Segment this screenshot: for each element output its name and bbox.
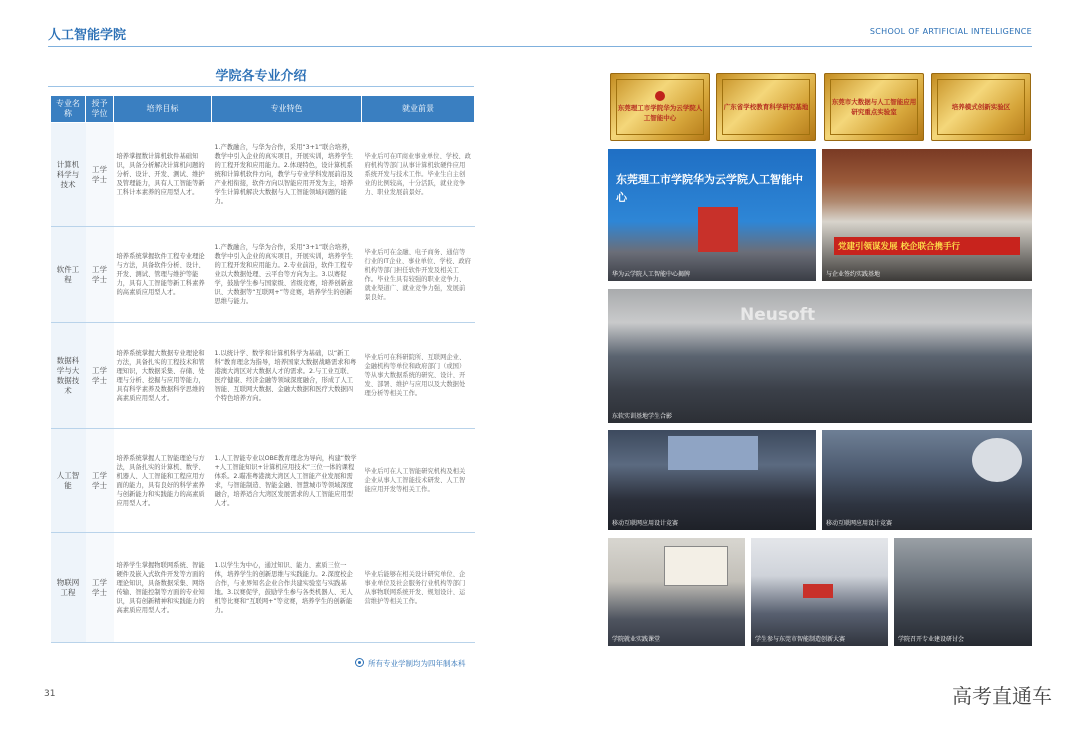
major-goal: 培养系统掌握人工智能理论与方法，具备扎实的计算机、数学、机器人、人工智能和工程应用方面的能力，具有良好的科学素养与创新能力和实践能力的高素质应用型人才。: [114, 429, 212, 533]
award-plaque: [824, 73, 924, 141]
award-plaque: [931, 73, 1031, 141]
huawei-logo-icon: [655, 91, 665, 101]
plaque-text: 东莞市大数据与人工智能应用研究重点实验室: [831, 98, 917, 116]
major-degree: 工学学士: [86, 429, 114, 533]
major-degree: 工学学士: [86, 123, 114, 227]
banner-text: 党建引领谋发展 校企联合携手行: [838, 242, 960, 252]
watermark: 高考直通车: [952, 684, 1052, 708]
plaque-text: 东莞理工市学院华为云学院人工智能中心: [617, 104, 703, 122]
emblem: [972, 438, 1022, 482]
section-title: 学院各专业介绍: [215, 69, 307, 84]
major-career: 毕业后可在科研院所、互联网企业、金融机构等单位和政府部门（或国）等从事大数据系统的研究、设计、开发、部署、维护与应用以及大数据处理分析等相关工作。: [362, 323, 475, 429]
photo-group-banner: [822, 149, 1032, 281]
major-name: 数据科学与大数据技术: [51, 323, 86, 429]
photo-competition-1: [608, 430, 816, 530]
header-divider: [48, 46, 1032, 47]
red-certificate: [803, 584, 833, 598]
photo-large-group: [608, 289, 1032, 423]
major-feature: 1.人工智能专业以OBE教育理念为导向，构建“数学+人工智能知识+计算机应用技术”三位一体的课程体系。2.瞄准粤港澳大湾区人工智能产业发展和需求，与智能制造、智能金融、智慧城市等领域深度融合，培养适合大湾区发展需求的人工智能应用型人才。: [212, 429, 362, 533]
header-career: 就业前景: [362, 96, 475, 123]
major-degree: 工学学士: [86, 533, 114, 643]
target-icon: [355, 658, 364, 667]
header-goal: 培养目标: [114, 96, 212, 123]
major-career: 毕业后可在IT商业事业单位、学校、政府机构等部门从事计算机软硬件应用系统开发与技术工作。毕业生自主创业的比例较高，十分活跃，就业竞争力、职业发展前景好。: [362, 123, 475, 227]
photo-caption: 学院就业实践课堂: [612, 636, 661, 643]
major-career: 毕业后可在金融、电子商务、通信等行业的IT企业、事业单位、学校、政府机构等部门担任软件开发及相关工作。毕业生具有较强的职业竞争力、就业渠道广、就业竞争力强，发展前景良好。: [362, 227, 475, 323]
major-name: 计算机科学与技术: [51, 123, 86, 227]
section-divider: [48, 86, 474, 87]
major-feature: 1.以统计学、数学和计算机科学为基础，以“新工科”教育理念为指导，培养国家大数据战略需求和粤港澳大湾区对大数据人才的需求。2.与工业互联、医疗健康、经济金融等领域深度融合，形成了人工智能、互联网大数据、金融大数据和医疗大数据四个特色培养方向。: [212, 323, 362, 429]
table-note-text: 所有专业学制均为四年制本科: [368, 659, 466, 668]
header-title-cn: 人工智能学院: [48, 28, 127, 43]
major-name: 人工智能: [51, 429, 86, 533]
plaque-text: 培养模式创新实验区: [951, 103, 1011, 111]
major-goal: 培养学生掌握物联网系统、智能硬件及嵌入式软件开发等方面的理论知识，具备数据采集、网络传输、智能控制等方面的专业知识，具有创新精神和实践能力的高素质应用型人才。: [114, 533, 212, 643]
photo-banner: Neusoft: [740, 305, 816, 325]
major-feature: 1.产教融合，与华为合作，采用“3+1”联合培养，教学中引入企业的真实项目，开展实训，培养学生的工程开发和应用能力。2.专业前沿，软件工程专业以大数据处理、云平台等方向为主。3.以赛促学，鼓励学生参与国家级、省级竞赛，培养创新意识、大数据等“互联网+”等竞赛，培养学生的创新思维与能力。: [212, 227, 362, 323]
table-note: [355, 658, 466, 669]
photo-ceremony: [608, 149, 816, 281]
header-feature: 专业特色: [212, 96, 362, 123]
photo-caption: 与企业签约实践基地: [826, 271, 881, 278]
header-major-name: 专业名称: [51, 96, 86, 123]
photo-innovation-contest: [751, 538, 888, 646]
major-name: 软件工程: [51, 227, 86, 323]
photo-banner: 东莞理工市学院华为云学院人工智能中心: [616, 173, 803, 204]
major-goal: 培养掌握数计算机软件基础知识，具备分析解决计算机问题的分析、设计、开发、测试、维护及管理能力，具有人工智能等新工科计本素养的应用型人才。: [114, 123, 212, 227]
photo-caption: 华为云学院人工智能中心揭牌: [612, 271, 691, 278]
photo-caption: 学院召开专业建设研讨会: [898, 636, 965, 643]
red-unveil-cloth: [698, 207, 738, 252]
table-header-row: [51, 96, 475, 123]
major-career: 毕业后可在人工智能研究机构及相关企业从事人工智能技术研发、人工智能应用开发等相关工作。: [362, 429, 475, 533]
majors-table: [50, 95, 475, 643]
award-plaque: [716, 73, 816, 141]
major-name: 物联网工程: [51, 533, 86, 643]
header-title-en: SCHOOL OF ARTIFICIAL INTELLIGENCE: [869, 27, 1032, 36]
photo-classroom: [608, 538, 745, 646]
major-career: 毕业后能够在相关设计研究单位、企事业单位及社会服务行业机构等部门从事物联网系统开发、规划设计、运营维护等相关工作。: [362, 533, 475, 643]
projection-screen: [664, 546, 728, 586]
major-feature: 1.产教融合，与华为合作，采用“3+1”联合培养，教学中引入企业的真实项目，开展实训，培养学生的工程开发和应用能力。2.体现特色，设计算机系统和计算机软件方向，教学与专业学科发展前沿及产业相衔接，软件方向以智能应用开发为主，培养学生计算机解决大数据与人工智能领域问题的能力。: [212, 123, 362, 227]
photo-caption: 东软实训基地学生合影: [612, 413, 673, 420]
photo-competition-2: [822, 430, 1032, 530]
table-row: [51, 227, 475, 323]
photo-caption: 移动互联网应用设计竞赛: [826, 520, 893, 527]
table-row: [51, 123, 475, 227]
major-degree: 工学学士: [86, 323, 114, 429]
award-plaque: [610, 73, 710, 141]
table-row: [51, 429, 475, 533]
header-degree: 授予学位: [86, 96, 114, 123]
page-number: 31: [44, 689, 56, 699]
photo-seminar: [894, 538, 1032, 646]
table-row: [51, 323, 475, 429]
photo-caption: 学生参与东莞市智能制造创新大赛: [755, 636, 846, 643]
projection-screen: [668, 436, 758, 470]
major-feature: 1.以学生为中心，通过知识、能力、素质三位一体，培养学生的创新思维与实践能力。2.深度校企合作，与业界知名企业合作共建实验室与实践基地。3.以赛促学，鼓励学生参与各类机器人、无人机等比赛和“互联网+”等竞赛，培养学生的创新能力。: [212, 533, 362, 643]
major-degree: 工学学士: [86, 227, 114, 323]
table-row: [51, 533, 475, 643]
photo-caption: 移动互联网应用设计竞赛: [612, 520, 679, 527]
major-goal: 培养系统掌握大数据专业理论和方法，具备扎实的工程技术和管理知识，大数据采集、存储、处理与分析、挖掘与应用等能力，具有科学素养及数据科学思维的高素质应用型人才。: [114, 323, 212, 429]
plaque-text: 广东省学校教育科学研究基地: [723, 103, 809, 111]
major-goal: 培养系统掌握软件工程专业理论与方法，具备软件分析、设计、开发、测试、管理与维护等能力，具有人工智能等新工科素养的高素质应用型人才。: [114, 227, 212, 323]
